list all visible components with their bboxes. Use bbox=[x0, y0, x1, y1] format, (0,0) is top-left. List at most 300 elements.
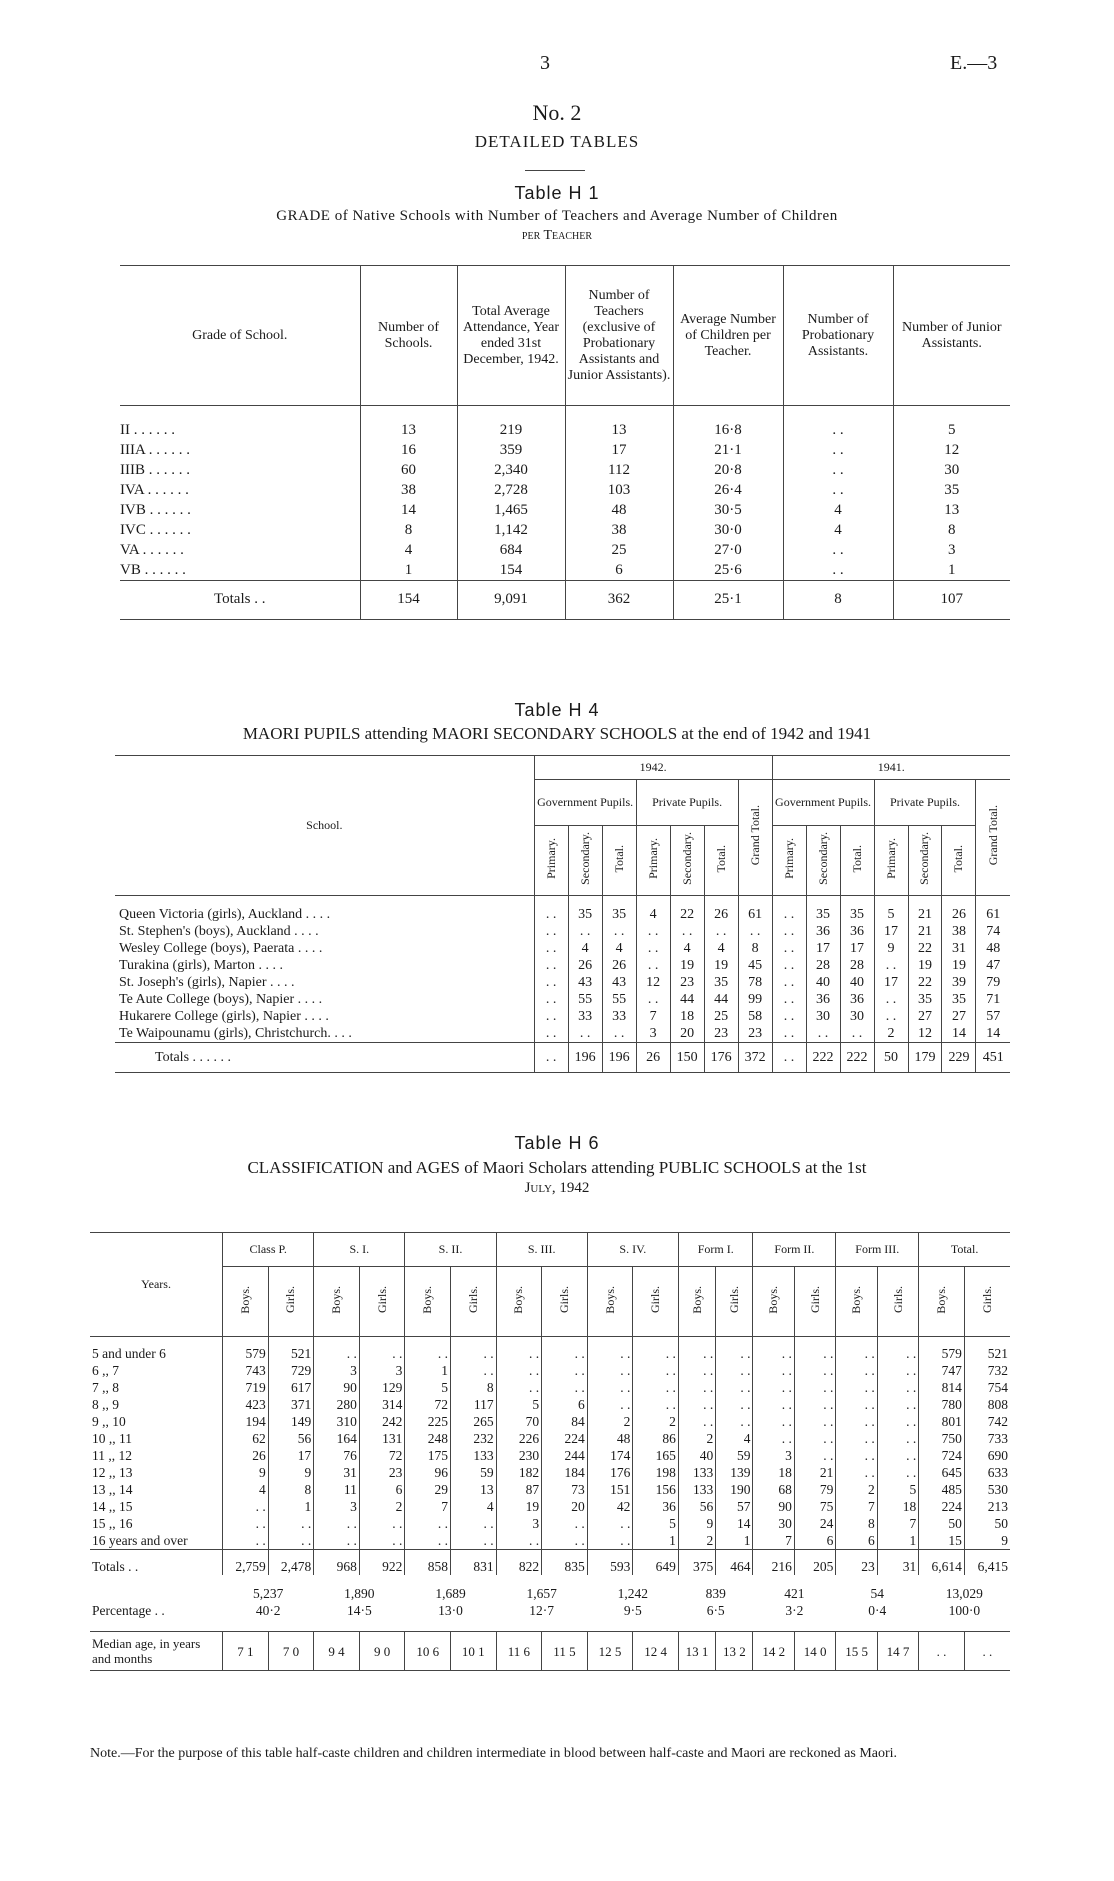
data-cell: 579 bbox=[223, 1337, 269, 1363]
data-cell: 13 bbox=[360, 420, 457, 440]
data-cell: 133 bbox=[678, 1481, 715, 1498]
table-row bbox=[115, 1008, 1010, 1025]
data-cell: 2 bbox=[836, 1481, 877, 1498]
grand-total-1942: Grand Total. bbox=[738, 780, 772, 896]
data-cell: . . bbox=[716, 1362, 753, 1379]
table-h1 bbox=[120, 265, 1010, 620]
data-cell: 40 bbox=[678, 1447, 715, 1464]
data-cell: . . bbox=[794, 1396, 835, 1413]
total-cell: 831 bbox=[451, 1550, 497, 1576]
total-cell: 222 bbox=[840, 1043, 874, 1073]
data-cell: 3 bbox=[753, 1447, 794, 1464]
data-cell: 35 bbox=[840, 896, 874, 924]
data-cell: 30 bbox=[753, 1515, 794, 1532]
data-cell: 35 bbox=[944, 482, 960, 498]
data-cell: 156 bbox=[633, 1481, 679, 1498]
data-cell: 129 bbox=[359, 1379, 405, 1396]
totals-label: Totals . . bbox=[120, 581, 360, 620]
data-cell: . . bbox=[678, 1379, 715, 1396]
data-cell: 310 bbox=[314, 1413, 360, 1430]
sub-total: Total. bbox=[942, 826, 976, 896]
data-cell: 74 bbox=[986, 924, 1001, 939]
data-cell: . . bbox=[794, 1362, 835, 1379]
data-cell: 42 bbox=[587, 1498, 633, 1515]
data-cell: . . bbox=[587, 1379, 633, 1396]
years-cell: 9 ,, 10 bbox=[90, 1413, 223, 1430]
data-cell: . . bbox=[836, 1447, 877, 1464]
data-cell: 45 bbox=[738, 957, 772, 974]
grade-cell: IVC . . . . . . bbox=[120, 520, 360, 540]
total-cell: 2,478 bbox=[268, 1550, 314, 1576]
sub-total: Total. bbox=[704, 826, 738, 896]
table-row bbox=[90, 1498, 1010, 1515]
data-cell: 8 bbox=[360, 520, 457, 540]
data-cell: 530 bbox=[987, 1482, 1008, 1497]
data-cell: 15 bbox=[919, 1532, 965, 1550]
data-cell: 1 bbox=[716, 1532, 753, 1550]
years-cell: 14 ,, 15 bbox=[90, 1498, 223, 1515]
data-cell: 4 bbox=[451, 1498, 497, 1515]
table-h6-combined-row bbox=[90, 1575, 1010, 1602]
data-cell: . . bbox=[496, 1379, 542, 1396]
private-pupils-1942: Private Pupils. bbox=[636, 780, 738, 826]
data-cell: 1 bbox=[633, 1532, 679, 1550]
total-cell: 362 bbox=[565, 581, 673, 620]
data-cell: 19 bbox=[496, 1498, 542, 1515]
data-cell: 8 bbox=[836, 1515, 877, 1532]
data-cell: . . bbox=[753, 1362, 794, 1379]
data-cell: 801 bbox=[919, 1413, 965, 1430]
data-cell: . . bbox=[753, 1396, 794, 1413]
data-cell: 21 bbox=[794, 1464, 835, 1481]
data-cell: 27·0 bbox=[673, 540, 783, 560]
data-cell: 232 bbox=[451, 1430, 497, 1447]
data-cell: 6 bbox=[836, 1532, 877, 1550]
class-header: S. III. bbox=[496, 1233, 587, 1267]
combined-cell: 421 bbox=[784, 1586, 805, 1601]
total-cell: 822 bbox=[496, 1550, 542, 1576]
sub-boys: Boys. bbox=[919, 1267, 965, 1337]
years-cell: 5 and under 6 bbox=[90, 1337, 223, 1363]
data-cell: . . bbox=[359, 1515, 405, 1532]
data-cell: . . bbox=[678, 1362, 715, 1379]
years-cell: 13 ,, 14 bbox=[90, 1481, 223, 1498]
median-cell: 10 1 bbox=[451, 1632, 497, 1671]
data-cell: 4 bbox=[568, 940, 602, 957]
data-cell: 48 bbox=[565, 500, 673, 520]
table-h1-caption-line2: per Teacher bbox=[521, 228, 593, 243]
data-cell: . . bbox=[783, 540, 893, 560]
data-cell: 22 bbox=[670, 896, 704, 924]
combined-cell: 54 bbox=[870, 1586, 885, 1601]
data-cell: . . bbox=[633, 1396, 679, 1413]
data-cell: . . bbox=[836, 1337, 877, 1363]
data-cell: 6 bbox=[565, 560, 673, 581]
class-header: S. IV. bbox=[587, 1233, 678, 1267]
data-cell: 4 bbox=[704, 940, 738, 957]
data-cell: 8 bbox=[948, 522, 956, 538]
col-avg-children: Average Number of Children per Teacher. bbox=[673, 266, 783, 406]
data-cell: . . bbox=[877, 1379, 918, 1396]
table-row bbox=[120, 540, 1010, 560]
grand-total-1941: Grand Total. bbox=[976, 780, 1010, 896]
data-cell: . . bbox=[451, 1532, 497, 1550]
data-cell: 43 bbox=[568, 974, 602, 991]
data-cell: . . bbox=[534, 923, 568, 940]
data-cell: 213 bbox=[987, 1499, 1008, 1514]
data-cell: . . bbox=[359, 1532, 405, 1550]
data-cell: . . bbox=[534, 974, 568, 991]
grade-cell: IIIA . . . . . . bbox=[120, 440, 360, 460]
label-cell bbox=[90, 1575, 223, 1602]
data-cell: 47 bbox=[986, 958, 1001, 973]
median-cell: 11 6 bbox=[496, 1632, 542, 1671]
data-cell: 521 bbox=[268, 1337, 314, 1363]
data-cell: 750 bbox=[919, 1430, 965, 1447]
data-cell: 224 bbox=[542, 1430, 588, 1447]
private-pupils-1941: Private Pupils. bbox=[874, 780, 976, 826]
data-cell: 182 bbox=[496, 1464, 542, 1481]
total-cell: 23 bbox=[836, 1550, 877, 1576]
data-cell: 14 bbox=[942, 1025, 976, 1043]
data-cell: . . bbox=[772, 974, 806, 991]
data-cell: 2 bbox=[678, 1430, 715, 1447]
data-cell: 29 bbox=[405, 1481, 451, 1498]
school-cell: Hukarere College (girls), Napier . . . . bbox=[115, 1008, 534, 1025]
data-cell: . . bbox=[877, 1464, 918, 1481]
data-cell: . . bbox=[836, 1396, 877, 1413]
data-cell: 1,142 bbox=[457, 520, 565, 540]
data-cell: 1 bbox=[360, 560, 457, 581]
data-cell: 70 bbox=[496, 1413, 542, 1430]
total-cell: 649 bbox=[633, 1550, 679, 1576]
table-row bbox=[120, 500, 1010, 520]
table-row bbox=[120, 520, 1010, 540]
total-cell: 2,759 bbox=[223, 1550, 269, 1576]
total-cell: 50 bbox=[874, 1043, 908, 1073]
data-cell: 8 bbox=[738, 940, 772, 957]
data-cell: 50 bbox=[919, 1515, 965, 1532]
gov-pupils-1942: Government Pupils. bbox=[534, 780, 636, 826]
data-cell: . . bbox=[451, 1362, 497, 1379]
data-cell: 2 bbox=[678, 1532, 715, 1550]
data-cell: 2,340 bbox=[457, 460, 565, 480]
data-cell: . . bbox=[587, 1337, 633, 1363]
data-cell: 133 bbox=[451, 1447, 497, 1464]
data-cell: 22 bbox=[908, 974, 942, 991]
data-cell: 176 bbox=[587, 1464, 633, 1481]
data-cell: 35 bbox=[908, 991, 942, 1008]
data-cell: 244 bbox=[542, 1447, 588, 1464]
data-cell: 3 bbox=[496, 1515, 542, 1532]
table-row bbox=[115, 896, 1010, 924]
data-cell: . . bbox=[542, 1337, 588, 1363]
data-cell: 13 bbox=[565, 420, 673, 440]
data-cell: 724 bbox=[919, 1447, 965, 1464]
data-cell: . . bbox=[794, 1379, 835, 1396]
data-cell: 35 bbox=[602, 896, 636, 924]
data-cell: 4 bbox=[670, 940, 704, 957]
median-cell: 15 5 bbox=[836, 1632, 877, 1671]
data-cell: 184 bbox=[542, 1464, 588, 1481]
col-junior: Number of Junior Assistants. bbox=[901, 319, 1002, 351]
total-cell: 464 bbox=[716, 1550, 753, 1576]
data-cell: 35 bbox=[942, 991, 976, 1008]
data-cell: . . bbox=[496, 1362, 542, 1379]
table-row bbox=[120, 560, 1010, 581]
data-cell: 33 bbox=[568, 1008, 602, 1025]
median-cell: 12 4 bbox=[633, 1632, 679, 1671]
data-cell: . . bbox=[772, 1025, 806, 1043]
table-h6-median-row bbox=[90, 1632, 1010, 1671]
data-cell: 1 bbox=[405, 1362, 451, 1379]
data-cell: 9 bbox=[1001, 1533, 1008, 1548]
class-header: Form III. bbox=[836, 1233, 919, 1267]
sub-secondary: Secondary. bbox=[670, 826, 704, 896]
table-row bbox=[115, 991, 1010, 1008]
combined-cell: 1,689 bbox=[435, 1586, 466, 1601]
percentage-cell: 14·5 bbox=[346, 1603, 372, 1618]
section-title: DETAILED TABLES bbox=[474, 132, 640, 151]
data-cell: 2 bbox=[359, 1498, 405, 1515]
data-cell: . . bbox=[874, 1008, 908, 1025]
data-cell: . . bbox=[836, 1379, 877, 1396]
data-cell: 131 bbox=[359, 1430, 405, 1447]
data-cell: . . bbox=[633, 1362, 679, 1379]
data-cell: . . bbox=[496, 1532, 542, 1550]
sub-boys: Boys. bbox=[405, 1267, 451, 1337]
data-cell: 808 bbox=[987, 1397, 1008, 1412]
data-cell: 19 bbox=[942, 957, 976, 974]
data-cell: 36 bbox=[840, 923, 874, 940]
data-cell: 9 bbox=[223, 1464, 269, 1481]
data-cell: 103 bbox=[565, 480, 673, 500]
data-cell: 26 bbox=[568, 957, 602, 974]
percentage-cell: 6·5 bbox=[706, 1603, 725, 1618]
data-cell: 73 bbox=[542, 1481, 588, 1498]
data-cell: . . bbox=[568, 1025, 602, 1043]
data-cell: . . bbox=[753, 1337, 794, 1363]
data-cell: 780 bbox=[919, 1396, 965, 1413]
data-cell: 35 bbox=[704, 974, 738, 991]
data-cell: . . bbox=[534, 896, 568, 924]
data-cell: 1 bbox=[268, 1498, 314, 1515]
median-cell: 13 2 bbox=[716, 1632, 753, 1671]
data-cell: 23 bbox=[670, 974, 704, 991]
data-cell: 90 bbox=[753, 1498, 794, 1515]
data-cell: . . bbox=[542, 1379, 588, 1396]
data-cell: 719 bbox=[223, 1379, 269, 1396]
data-cell: 1 bbox=[948, 562, 956, 578]
data-cell: 61 bbox=[986, 907, 1001, 922]
data-cell: 684 bbox=[457, 540, 565, 560]
data-cell: . . bbox=[836, 1464, 877, 1481]
data-cell: 31 bbox=[314, 1464, 360, 1481]
data-cell: . . bbox=[633, 1337, 679, 1363]
total-cell: 593 bbox=[587, 1550, 633, 1576]
data-cell: 17 bbox=[565, 440, 673, 460]
data-cell: 5 bbox=[948, 422, 956, 438]
table-row bbox=[90, 1337, 1010, 1363]
table-row bbox=[90, 1481, 1010, 1498]
data-cell: 62 bbox=[223, 1430, 269, 1447]
data-cell: . . bbox=[783, 560, 893, 581]
data-cell: 79 bbox=[794, 1481, 835, 1498]
data-cell: 230 bbox=[496, 1447, 542, 1464]
data-cell: 19 bbox=[908, 957, 942, 974]
total-cell: 6,614 bbox=[919, 1550, 965, 1576]
table-h6-label: Table H 6 bbox=[514, 1133, 600, 1153]
data-cell: 17 bbox=[268, 1447, 314, 1464]
data-cell: 59 bbox=[716, 1447, 753, 1464]
total-cell: 107 bbox=[893, 581, 1010, 620]
data-cell: 2 bbox=[587, 1413, 633, 1430]
table-h6-caption: CLASSIFICATION and AGES of Maori Scholars attending PUBLIC SCHOOLS at the 1st bbox=[247, 1158, 867, 1177]
data-cell: . . bbox=[716, 1396, 753, 1413]
data-cell: 17 bbox=[874, 974, 908, 991]
data-cell: 133 bbox=[678, 1464, 715, 1481]
table-row bbox=[120, 480, 1010, 500]
data-cell: . . bbox=[772, 957, 806, 974]
grade-cell: II . . . . . . bbox=[120, 420, 360, 440]
year-1942-header: 1942. bbox=[534, 756, 772, 780]
grade-cell: IIIB . . . . . . bbox=[120, 460, 360, 480]
sub-girls: Girls. bbox=[268, 1267, 314, 1337]
total-cell: 196 bbox=[568, 1043, 602, 1073]
data-cell: 1 bbox=[877, 1532, 918, 1550]
sub-primary: Primary. bbox=[772, 826, 806, 896]
total-cell: 451 bbox=[976, 1043, 1010, 1073]
percentage-cell: 9·5 bbox=[623, 1603, 642, 1618]
data-cell: . . bbox=[496, 1337, 542, 1363]
data-cell: . . bbox=[840, 1025, 874, 1043]
data-cell: 36 bbox=[806, 923, 840, 940]
median-cell: 14 2 bbox=[753, 1632, 794, 1671]
data-cell: . . bbox=[534, 1025, 568, 1043]
data-cell: 28 bbox=[806, 957, 840, 974]
data-cell: 16 bbox=[360, 440, 457, 460]
data-cell: 20·8 bbox=[673, 460, 783, 480]
sub-secondary: Secondary. bbox=[568, 826, 602, 896]
data-cell: 579 bbox=[919, 1337, 965, 1363]
data-cell: 371 bbox=[268, 1396, 314, 1413]
total-cell: 922 bbox=[359, 1550, 405, 1576]
year-1941-header: 1941. bbox=[772, 756, 1010, 780]
data-cell: 165 bbox=[633, 1447, 679, 1464]
data-cell: 521 bbox=[987, 1346, 1008, 1361]
median-cell: . . bbox=[964, 1632, 1010, 1671]
data-cell: 265 bbox=[451, 1413, 497, 1430]
data-cell: 754 bbox=[987, 1380, 1008, 1395]
data-cell: 40 bbox=[840, 974, 874, 991]
data-cell: . . bbox=[405, 1532, 451, 1550]
total-cell: 26 bbox=[636, 1043, 670, 1073]
total-cell: 150 bbox=[670, 1043, 704, 1073]
percentage-cell: 12·7 bbox=[529, 1603, 555, 1618]
data-cell: 11 bbox=[314, 1481, 360, 1498]
data-cell: 154 bbox=[457, 560, 565, 581]
total-cell: 6,415 bbox=[964, 1550, 1010, 1576]
data-cell: 25 bbox=[565, 540, 673, 560]
data-cell: 151 bbox=[587, 1481, 633, 1498]
table-row bbox=[90, 1396, 1010, 1413]
data-cell: 690 bbox=[987, 1448, 1008, 1463]
data-cell: 6 bbox=[359, 1481, 405, 1498]
class-header: S. I. bbox=[314, 1233, 405, 1267]
total-cell: 375 bbox=[678, 1550, 715, 1576]
data-cell: 23 bbox=[359, 1464, 405, 1481]
percentage-cell: 40·2 bbox=[255, 1603, 281, 1618]
median-cell: 7 0 bbox=[268, 1632, 314, 1671]
years-cell: 7 ,, 8 bbox=[90, 1379, 223, 1396]
percentage-cell: 100·0 bbox=[948, 1603, 981, 1618]
table-row bbox=[115, 957, 1010, 974]
data-cell: . . bbox=[602, 923, 636, 940]
data-cell: 2 bbox=[633, 1413, 679, 1430]
total-cell: 25·1 bbox=[673, 581, 783, 620]
data-cell: . . bbox=[223, 1532, 269, 1550]
data-cell: 39 bbox=[942, 974, 976, 991]
gov-pupils-1941: Government Pupils. bbox=[772, 780, 874, 826]
data-cell: . . bbox=[670, 923, 704, 940]
data-cell: 175 bbox=[405, 1447, 451, 1464]
data-cell: . . bbox=[772, 991, 806, 1008]
class-header: Class P. bbox=[223, 1233, 314, 1267]
data-cell: 645 bbox=[919, 1464, 965, 1481]
data-cell: 99 bbox=[738, 991, 772, 1008]
data-cell: 44 bbox=[704, 991, 738, 1008]
data-cell: . . bbox=[783, 480, 893, 500]
school-cell: Wesley College (boys), Paerata . . . . bbox=[115, 940, 534, 957]
class-header: S. II. bbox=[405, 1233, 496, 1267]
data-cell: 14 bbox=[360, 500, 457, 520]
data-cell: 139 bbox=[716, 1464, 753, 1481]
data-cell: . . bbox=[223, 1515, 269, 1532]
data-cell: . . bbox=[587, 1532, 633, 1550]
total-cell: 968 bbox=[314, 1550, 360, 1576]
data-cell: 2,728 bbox=[457, 480, 565, 500]
data-cell: . . bbox=[268, 1515, 314, 1532]
table-h4-label: Table H 4 bbox=[514, 700, 600, 720]
table-h6 bbox=[90, 1232, 1010, 1671]
data-cell: . . bbox=[794, 1413, 835, 1430]
data-cell: 4 bbox=[783, 500, 893, 520]
data-cell: 27 bbox=[942, 1008, 976, 1025]
data-cell: . . bbox=[794, 1337, 835, 1363]
data-cell: 36 bbox=[633, 1498, 679, 1515]
data-cell: . . bbox=[716, 1379, 753, 1396]
total-cell: 229 bbox=[942, 1043, 976, 1073]
data-cell: 56 bbox=[678, 1498, 715, 1515]
data-cell: 5 bbox=[877, 1481, 918, 1498]
totals-label: Totals . . bbox=[90, 1550, 223, 1576]
data-cell: . . bbox=[636, 991, 670, 1008]
data-cell: . . bbox=[587, 1396, 633, 1413]
data-cell: 4 bbox=[716, 1430, 753, 1447]
data-cell: . . bbox=[783, 440, 893, 460]
data-cell: 117 bbox=[451, 1396, 497, 1413]
data-cell: . . bbox=[587, 1362, 633, 1379]
data-cell: 30 bbox=[806, 1008, 840, 1025]
data-cell: 57 bbox=[716, 1498, 753, 1515]
grade-cell: IVB . . . . . . bbox=[120, 500, 360, 520]
data-cell: 5 bbox=[496, 1396, 542, 1413]
data-cell: 78 bbox=[738, 974, 772, 991]
data-cell: . . bbox=[772, 923, 806, 940]
table-row bbox=[115, 940, 1010, 957]
col-num-schools: Number of Schools. bbox=[360, 266, 457, 406]
data-cell: . . bbox=[451, 1337, 497, 1363]
